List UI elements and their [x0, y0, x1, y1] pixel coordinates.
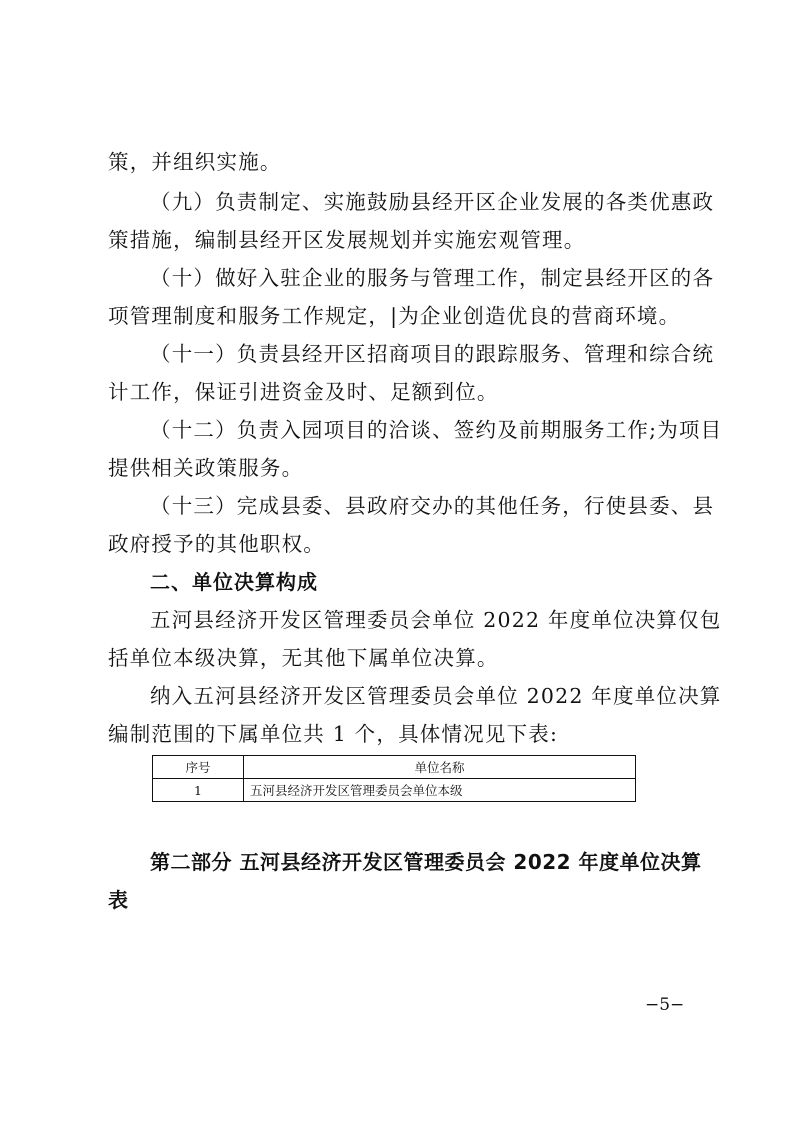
body-line: （十）做好入驻企业的服务与管理工作，制定县经开区的各 — [150, 266, 715, 290]
column-header-index: 序号 — [153, 756, 244, 779]
body-line: （十二）负责入园项目的洽谈、签约及前期服务工作;为项目 — [150, 418, 723, 442]
units-table — [152, 755, 636, 802]
body-line: 提供相关政策服务。 — [108, 456, 304, 480]
body-line: 策，并组织实施。 — [108, 150, 282, 174]
body-line: 项管理制度和服务工作规定，|为企业创造优良的营商环境。 — [108, 304, 681, 328]
body-line: 策措施，编制县经开区发展规划并实施宏观管理。 — [108, 228, 586, 252]
table-cell-index: 1 — [153, 779, 244, 802]
paragraph-line: 纳入五河县经济开发区管理委员会单位 2022 年度单位决算 — [150, 684, 722, 708]
body-line: （十三）完成县委、县政府交办的其他任务，行使县委、县 — [150, 494, 715, 518]
body-line: 计工作，保证引进资金及时、足额到位。 — [108, 380, 499, 404]
page-number: −5− — [645, 995, 685, 1015]
paragraph-line: 括单位本级决算，无其他下属单位决算。 — [108, 646, 499, 670]
column-header-unit-name: 单位名称 — [244, 756, 636, 779]
table-row — [153, 779, 636, 802]
body-line: （十一）负责县经开区招商项目的跟踪服务、管理和综合统 — [150, 342, 715, 366]
part-title-continuation: 表 — [108, 888, 128, 912]
paragraph-line: 五河县经济开发区管理委员会单位 2022 年度单位决算仅包 — [150, 608, 722, 632]
table-cell-unit-name: 五河县经济开发区管理委员会单位本级 — [244, 779, 636, 802]
table-header-row — [153, 756, 636, 779]
part-title: 第二部分 五河县经济开发区管理委员会 2022 年度单位决算 — [150, 850, 702, 874]
paragraph-line: 编制范围的下属单位共 1 个，具体情况见下表: — [108, 722, 559, 746]
body-line: 政府授予的其他职权。 — [108, 532, 325, 556]
section-heading: 二、单位决算构成 — [150, 570, 318, 594]
body-line: （九）负责制定、实施鼓励县经开区企业发展的各类优惠政 — [150, 190, 715, 214]
